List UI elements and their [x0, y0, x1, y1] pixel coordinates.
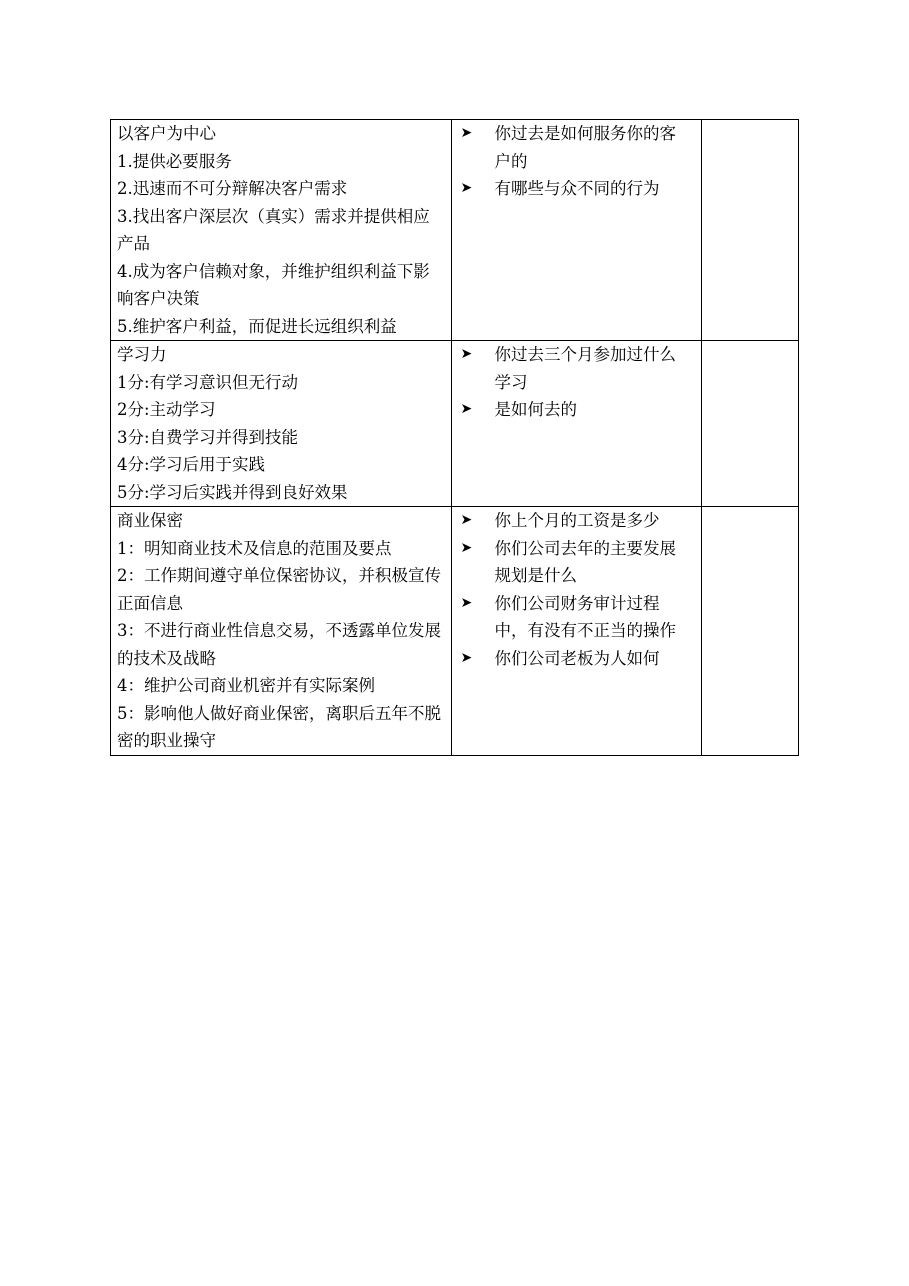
arrowhead-bullet-icon: ➤ — [460, 539, 473, 556]
questions-cell — [452, 341, 701, 507]
criteria-title: 学习力 — [117, 345, 167, 364]
arrowhead-bullet-icon: ➤ — [460, 649, 473, 666]
criteria-level: 2：工作期间遵守单位保密协议，并积极宣传正面信息 — [117, 566, 441, 613]
criteria-level: 1：明知商业技术及信息的范围及要点 — [117, 538, 392, 558]
score-cell[interactable] — [701, 507, 798, 756]
question-text: 你过去是如何服务你的客户的 — [494, 124, 676, 171]
question-item — [452, 175, 700, 203]
criteria-title: 商业保密 — [117, 511, 183, 530]
criteria-cell — [111, 341, 452, 507]
criteria-level: 4分:学习后用于实践 — [117, 455, 266, 474]
questions-cell — [452, 120, 701, 341]
question-item — [452, 120, 700, 175]
question-list — [452, 507, 700, 672]
question-item — [452, 507, 700, 535]
question-text: 你们公司去年的主要发展规划是什么 — [494, 538, 676, 585]
arrowhead-bullet-icon: ➤ — [460, 512, 473, 528]
criteria-title: 以客户为中心 — [117, 124, 216, 143]
criteria-level: 5分:学习后实践并得到良好效果 — [117, 482, 348, 502]
criteria-level: 2分:主动学习 — [117, 400, 216, 419]
question-item — [452, 535, 700, 590]
interview-criteria-table — [110, 119, 799, 756]
criteria-level: 4.成为客户信赖对象，并维护组织利益下影响客户决策 — [117, 261, 430, 308]
question-item — [452, 590, 700, 645]
question-item — [452, 396, 700, 424]
arrowhead-bullet-icon: ➤ — [460, 180, 473, 196]
question-text: 有哪些与众不同的行为 — [494, 179, 660, 198]
criteria-level: 4：维护公司商业机密并有实际案例 — [117, 676, 375, 695]
question-list — [452, 341, 700, 424]
criteria-level: 5：影响他人做好商业保密，离职后五年不脱密的职业操守 — [117, 703, 441, 750]
criteria-cell — [111, 120, 452, 341]
arrowhead-bullet-icon: ➤ — [460, 125, 473, 141]
criteria-level: 3.找出客户深层次（真实）需求并提供相应产品 — [117, 206, 430, 253]
criteria-level: 2.迅速而不可分辩解决客户需求 — [117, 179, 348, 198]
question-text: 你们公司老板为人如何 — [494, 648, 660, 668]
question-item — [452, 341, 700, 396]
arrowhead-bullet-icon: ➤ — [460, 401, 473, 417]
criteria-level: 1分:有学习意识但无行动 — [117, 372, 299, 392]
criteria-level: 1.提供必要服务 — [117, 151, 232, 171]
question-text: 你们公司财务审计过程中，有没有不正当的操作 — [494, 593, 676, 640]
criteria-level: 3：不进行商业性信息交易，不透露单位发展的技术及战略 — [117, 621, 441, 668]
score-cell[interactable] — [701, 341, 798, 507]
table-row — [111, 341, 799, 507]
question-text: 你过去三个月参加过什么学习 — [494, 345, 676, 392]
question-list — [452, 120, 700, 203]
questions-cell — [452, 507, 701, 756]
table-row — [111, 507, 799, 756]
arrowhead-bullet-icon: ➤ — [460, 594, 473, 611]
criteria-cell — [111, 507, 452, 756]
question-item — [452, 645, 700, 673]
arrowhead-bullet-icon: ➤ — [460, 346, 473, 362]
table-row — [111, 120, 799, 341]
criteria-level: 3分:自费学习并得到技能 — [117, 427, 299, 447]
question-text: 是如何去的 — [494, 400, 577, 419]
question-text: 你上个月的工资是多少 — [494, 511, 660, 530]
criteria-level: 5.维护客户利益，而促进长远组织利益 — [117, 316, 397, 336]
score-cell[interactable] — [701, 120, 798, 341]
